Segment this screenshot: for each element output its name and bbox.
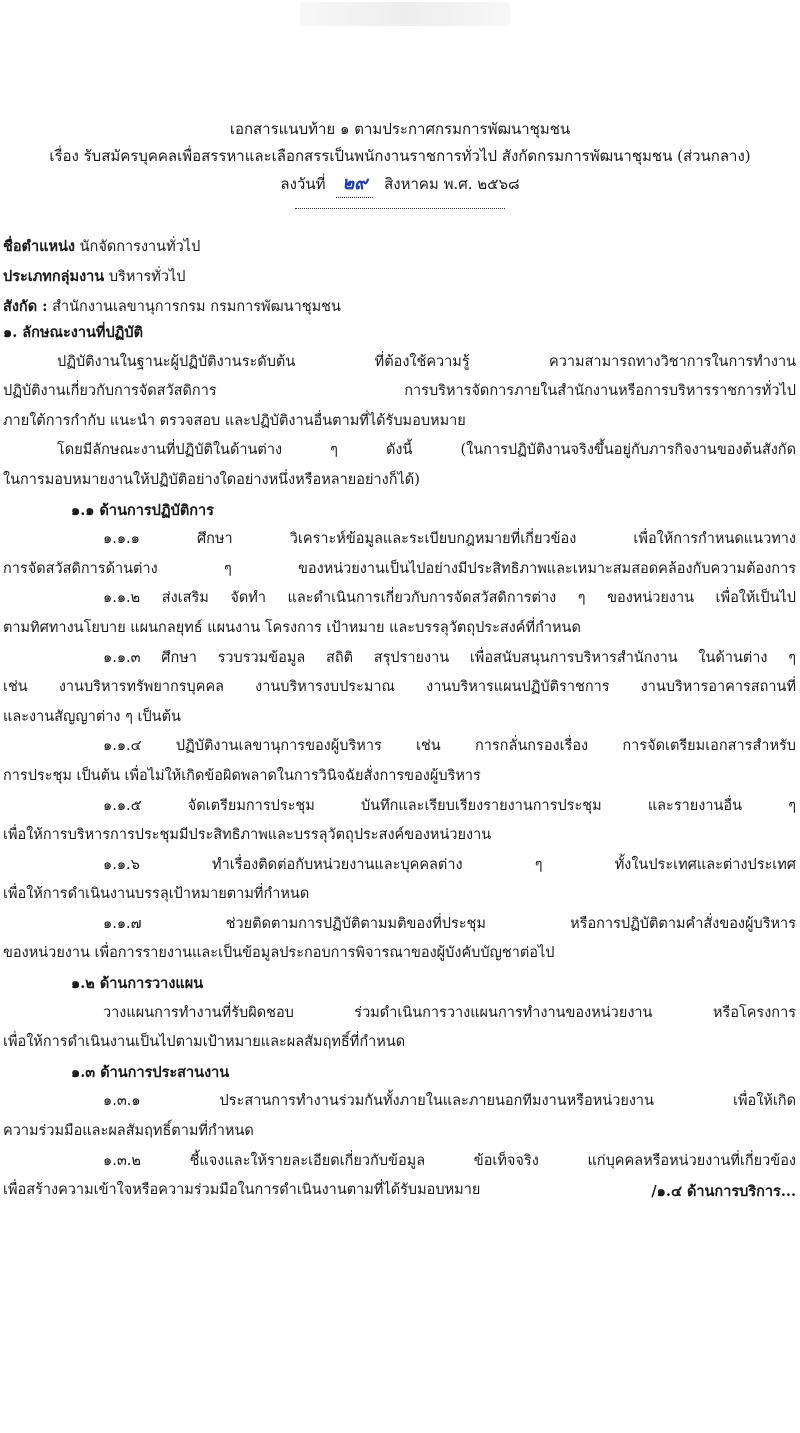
sec1-para1-line3: ภายใต้การกำกับ แนะนำ ตรวจสอบ และปฏิบัติงานอื่นตามที่ได้รับมอบหมาย <box>3 412 466 429</box>
subsection-1-2-heading: ๑.๒ ด้านการวางแผน <box>71 975 204 993</box>
subsection-1-3-heading: ๑.๓ ด้านการประสานงาน <box>71 1063 230 1081</box>
item-112-line1: ๑.๑.๒ ส่งเสริม จัดทำ และดำเนินการเกี่ยวกับการจัดสวัสดิการต่าง ๆ ของหน่วยงาน เพื่อให้เป็นไป <box>103 590 796 607</box>
item-115-line1: ๑.๑.๕ จัดเตรียมการประชุม บันทึกและเรียบเรียงรายงานการประชุม และรายงานอื่น ๆ <box>103 797 796 814</box>
date-prefix: ลงวันที่ <box>280 175 326 193</box>
item-113-line2: เช่น งานบริหารทรัพยากรบุคคล งานบริหารงบประมาณ งานบริหารแผนปฏิบัติราชการ งานบริหารอาคารสถานที่ <box>3 679 796 696</box>
item-117-line1: ๑.๑.๗ ช่วยติดตามการปฏิบัติตามมติของที่ประชุม หรือการปฏิบัติตามคำสั่งของผู้บริหาร <box>103 915 796 932</box>
sec1-para2-line2: ในการมอบหมายงานให้ปฏิบัติอย่างใดอย่างหนึ่งหรือหลายอย่างก็ได้) <box>3 471 420 488</box>
para-12-line2: เพื่อให้การดำเนินงานเป็นไปตามเป้าหมายและผลสัมฤทธิ์ที่กำหนด <box>3 1034 406 1051</box>
agency-value: สำนักงานเลขานุการกรม กรมการพัฒนาชุมชน <box>52 299 341 315</box>
section-1-heading: ๑. ลักษณะงานที่ปฏิบัติ <box>3 324 144 341</box>
item-115-line2: เพื่อให้การบริหารการประชุมมีประสิทธิภาพและบรรลุวัตถุประสงค์ของหน่วยงาน <box>3 827 492 844</box>
sec1-para2-line1: โดยมีลักษณะงานที่ปฏิบัติในด้านต่าง ๆ ดังนี้ (ในการปฏิบัติงานจริงขึ้นอยู่กับภารกิจงานของต้นสังกัด <box>57 442 796 459</box>
position-row <box>3 232 793 262</box>
item-111-line1: ๑.๑.๑ ศึกษา วิเคราะห์ข้อมูลและระเบียบกฎหมายที่เกี่ยวข้อง เพื่อให้การกำหนดแนวทาง <box>103 531 796 548</box>
sec1-para1-line2: ปฏิบัติงานเกี่ยวกับการจัดสวัสดิการ การบริหารจัดการภายในสำนักงานหรือการบริหารราชการทั่วไป <box>3 383 796 400</box>
item-116-line2: เพื่อให้การดำเนินงานบรรลุเป้าหมายตามที่กำหนด <box>3 886 310 903</box>
item-116-line1: ๑.๑.๖ ทำเรื่องติดต่อกับหน่วยงานและบุคคลต่าง ๆ ทั้งในประเทศและต่างประเทศ <box>103 856 796 873</box>
group-row <box>3 262 793 292</box>
continuation-note: /๑.๔ ด้านการบริการ... <box>651 1183 796 1200</box>
document-header <box>0 116 800 209</box>
dotted-divider <box>295 208 505 209</box>
group-label: ประเภทกลุ่มงาน <box>3 268 105 285</box>
document-body <box>3 318 796 1206</box>
group-value: บริหารทั่วไป <box>108 269 186 285</box>
para-12-line1: วางแผนการทำงานที่รับผิดชอบ ร่วมดำเนินการวางแผนการทำงานของหน่วยงาน หรือโครงการ <box>103 1004 796 1021</box>
date-day-handwritten: ๒๙ <box>336 170 373 198</box>
position-info <box>3 232 793 322</box>
item-111-line2: การจัดสวัสดิการด้านต่าง ๆ ของหน่วยงานเป็นไปอย่างมีประสิทธิภาพและเหมาะสมสอดคล้องกับความต้องการ <box>3 560 796 577</box>
item-132-line2: เพื่อสร้างความเข้าใจหรือความร่วมมือในการดำเนินงานตามที่ได้รับมอบหมาย <box>3 1182 481 1199</box>
item-114-line2: การประชุม เป็นต้น เพื่อไม่ให้เกิดข้อผิดพลาดในการวินิจฉัยสั่งการของผู้บริหาร <box>3 767 481 784</box>
sec1-para1-line1: ปฏิบัติงานในฐานะผู้ปฏิบัติงานระดับต้น ที่ต้องใช้ความรู้ ความสามารถทางวิชาการในการทำงาน <box>57 353 796 370</box>
position-label: ชื่อตำแหน่ง <box>3 238 76 255</box>
item-132-line1: ๑.๓.๒ ชี้แจงและให้รายละเอียดเกี่ยวกับข้อมูล ข้อเท็จจริง แก่บุคคลหรือหน่วยงานที่เกี่ยวข้อง <box>103 1152 796 1169</box>
subsection-1-1-heading: ๑.๑ ด้านการปฏิบัติการ <box>71 501 214 519</box>
item-117-line2: ของหน่วยงาน เพื่อการรายงานและเป็นข้อมูลประกอบการพิจารณาของผู้บังคับบัญชาต่อไป <box>3 945 555 962</box>
item-113-line3: และงานสัญญาต่าง ๆ เป็นต้น <box>3 708 181 725</box>
header-date <box>0 170 800 198</box>
position-value: นักจัดการงานทั่วไป <box>79 239 201 255</box>
agency-label: สังกัด : <box>3 298 48 315</box>
item-131-line1: ๑.๓.๑ ประสานการทำงานร่วมกันทั้งภายในและภายนอกทีมงานหรือหน่วยงาน เพื่อให้เกิด <box>103 1093 796 1110</box>
item-114-line1: ๑.๑.๔ ปฏิบัติงานเลขานุการของผู้บริหาร เช่น การกลั่นกรองเรื่อง การจัดเตรียมเอกสารสำหรับ <box>103 738 796 755</box>
header-subject: เรื่อง รับสมัครบุคคลเพื่อสรรหาและเลือกสรรเป็นพนักงานราชการทั่วไป สังกัดกรมการพัฒนาชุมชน (ส่วนกลาง) <box>49 147 751 165</box>
item-131-line2: ความร่วมมือและผลสัมฤทธิ์ตามที่กำหนด <box>3 1123 254 1140</box>
item-113-line1: ๑.๑.๓ ศึกษา รวบรวมข้อมูล สถิติ สรุปรายงาน เพื่อสนับสนุนการบริหารสำนักงาน ในด้านต่าง ๆ <box>103 649 796 666</box>
date-month-year: สิงหาคม พ.ศ. ๒๕๖๘ <box>384 175 520 193</box>
item-112-line2: ตามทิศทางนโยบาย แผนกลยุทธ์ แผนงาน โครงการ เป้าหมาย และบรรลุวัตถุประสงค์ที่กำหนด <box>3 619 581 636</box>
header-title: เอกสารแนบท้าย ๑ ตามประกาศกรมการพัฒนาชุมชน <box>229 120 571 138</box>
faded-stamp <box>300 2 510 26</box>
